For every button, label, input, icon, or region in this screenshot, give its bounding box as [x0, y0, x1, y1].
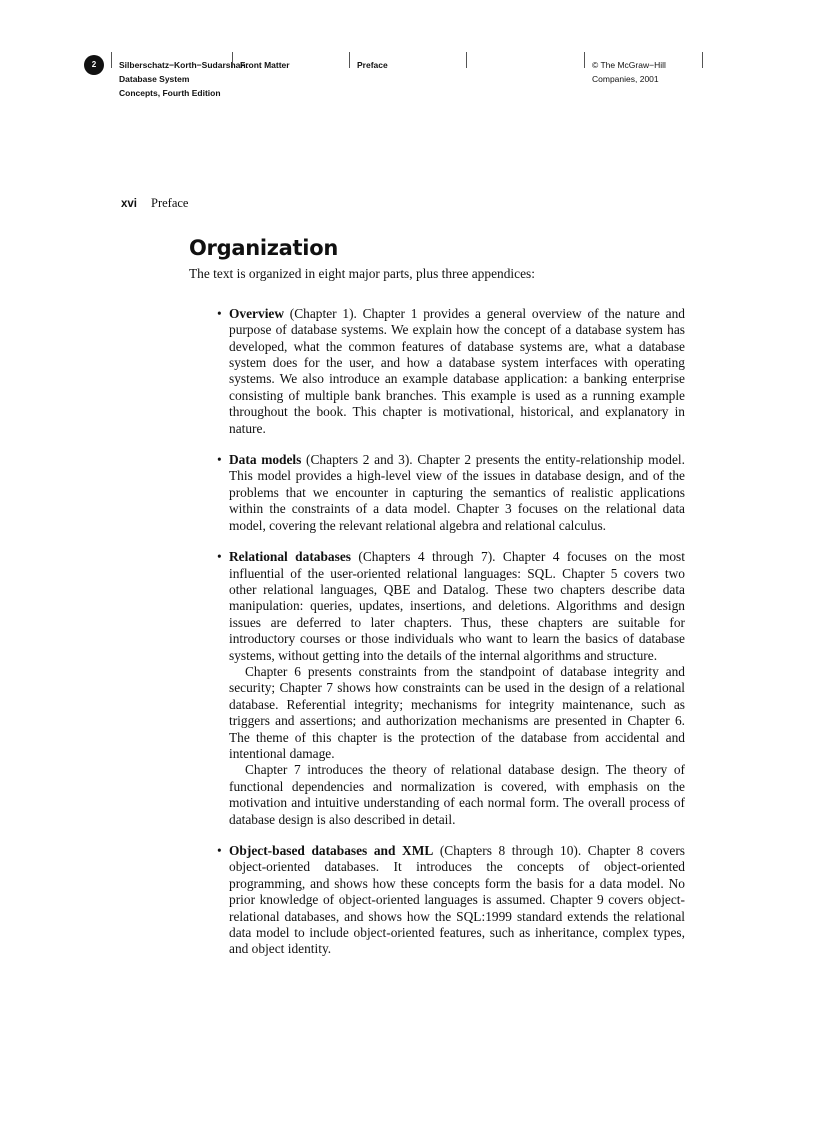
item-term: Relational databases: [229, 549, 351, 565]
parts-list: [189, 306, 685, 958]
copyright: [592, 58, 666, 86]
book-title: [119, 58, 248, 100]
header-divider: [702, 52, 703, 68]
running-header: [0, 52, 816, 112]
section-heading: Organization: [189, 236, 338, 260]
item-text: (Chapters 8 through 10). Chapter 8 covers object-oriented databases. It introduces the concepts of object-oriented programming, and shows how these concepts form the basis for a data model. No prior knowledge of object-oriented languages is assumed. Chapter 9 covers object-relational databases, and shows how the SQL:1999 standard extends the relational data model to include object-oriented features, such as inheritance, complex types, and object identity.: [229, 843, 685, 957]
list-item: [189, 452, 685, 534]
header-divider: [466, 52, 467, 68]
item-paragraph: Chapter 6 presents constraints from the standpoint of database integrity and security; Chapter 7 shows how constraints can be used in the design of a relational database. Referential integrity; mechanisms for integrity maintenance, such as triggers and assertions; and authorization mechanisms are presented in Chapter 6. The theme of this chapter is the protection of the database from accidental and intentional damage.: [229, 663, 685, 761]
item-text: (Chapter 1). Chapter 1 provides a general overview of the nature and purpose of database systems. We explain how the concept of a database system has developed, what the common features of database systems are, what a database system does for the user, and how a database system interfaces with operating systems. We also introduce an example database application: a banking enterprise consisting of multiple bank branches. This example is used as a running example throughout the book. This chapter is motivational, historical, and explanatory in nature.: [229, 305, 685, 436]
copyright-line-1: © The McGraw−Hill: [592, 60, 666, 70]
item-term: Data models: [229, 452, 302, 468]
copyright-line-2: Companies, 2001: [592, 74, 659, 84]
intro-paragraph: The text is organized in eight major parts, plus three appendices:: [189, 266, 535, 282]
header-divider: [111, 52, 112, 68]
bullet-icon: •: [217, 843, 222, 858]
page-badge: 2: [84, 55, 104, 75]
bullet-icon: •: [217, 549, 222, 565]
page-folio: [121, 196, 188, 211]
item-text: (Chapters 2 and 3). Chapter 2 presents the entity-relationship model. This model provides a high-level view of the issues in database design, and of the problems that we encounter in capturing the semantics of realistic applications within the constraints of a data model. Chapter 3 focuses on the relational data model, covering the relevant relational algebra and relational calculus.: [229, 452, 685, 533]
book-title-line-1: Silberschatz−Korth−Sudarshan:: [119, 60, 249, 70]
header-divider: [232, 52, 233, 68]
page-number: xvi: [121, 198, 137, 210]
item-text: (Chapters 4 through 7). Chapter 4 focuses on the most influential of the user-oriented relational languages: SQL. Chapter 5 covers two other relational languages, QBE and Datalog. These two chapters describe data manipulation: queries, updates, insertions, and deletions. Algorithms and design issues are deferred to later chapters. Thus, these chapters are suitable for introductory courses or those individuals who want to learn the basics of database systems, without getting into the details of the internal algorithms and structure.: [229, 549, 685, 663]
book-title-line-2: Database System: [119, 74, 190, 84]
item-paragraph: Chapter 7 introduces the theory of relational database design. The theory of functional dependencies and normalization is covered, with emphasis on the motivation and intuitive understanding of each normal form. The overall process of database design is also described in detail.: [229, 762, 685, 827]
bullet-icon: •: [217, 305, 222, 321]
section-label: Front Matter: [240, 60, 290, 70]
chapter-label: Preface: [357, 60, 388, 70]
page-body: [189, 236, 685, 973]
bullet-icon: •: [217, 452, 222, 468]
header-divider: [349, 52, 350, 68]
book-title-line-3: Concepts, Fourth Edition: [119, 88, 221, 98]
list-item: [189, 843, 685, 958]
list-item: [189, 549, 685, 828]
item-term: Object-based databases and XML: [229, 843, 434, 858]
header-divider: [584, 52, 585, 68]
running-title: Preface: [151, 196, 189, 210]
list-item: [189, 306, 685, 437]
item-term: Overview: [229, 305, 285, 321]
